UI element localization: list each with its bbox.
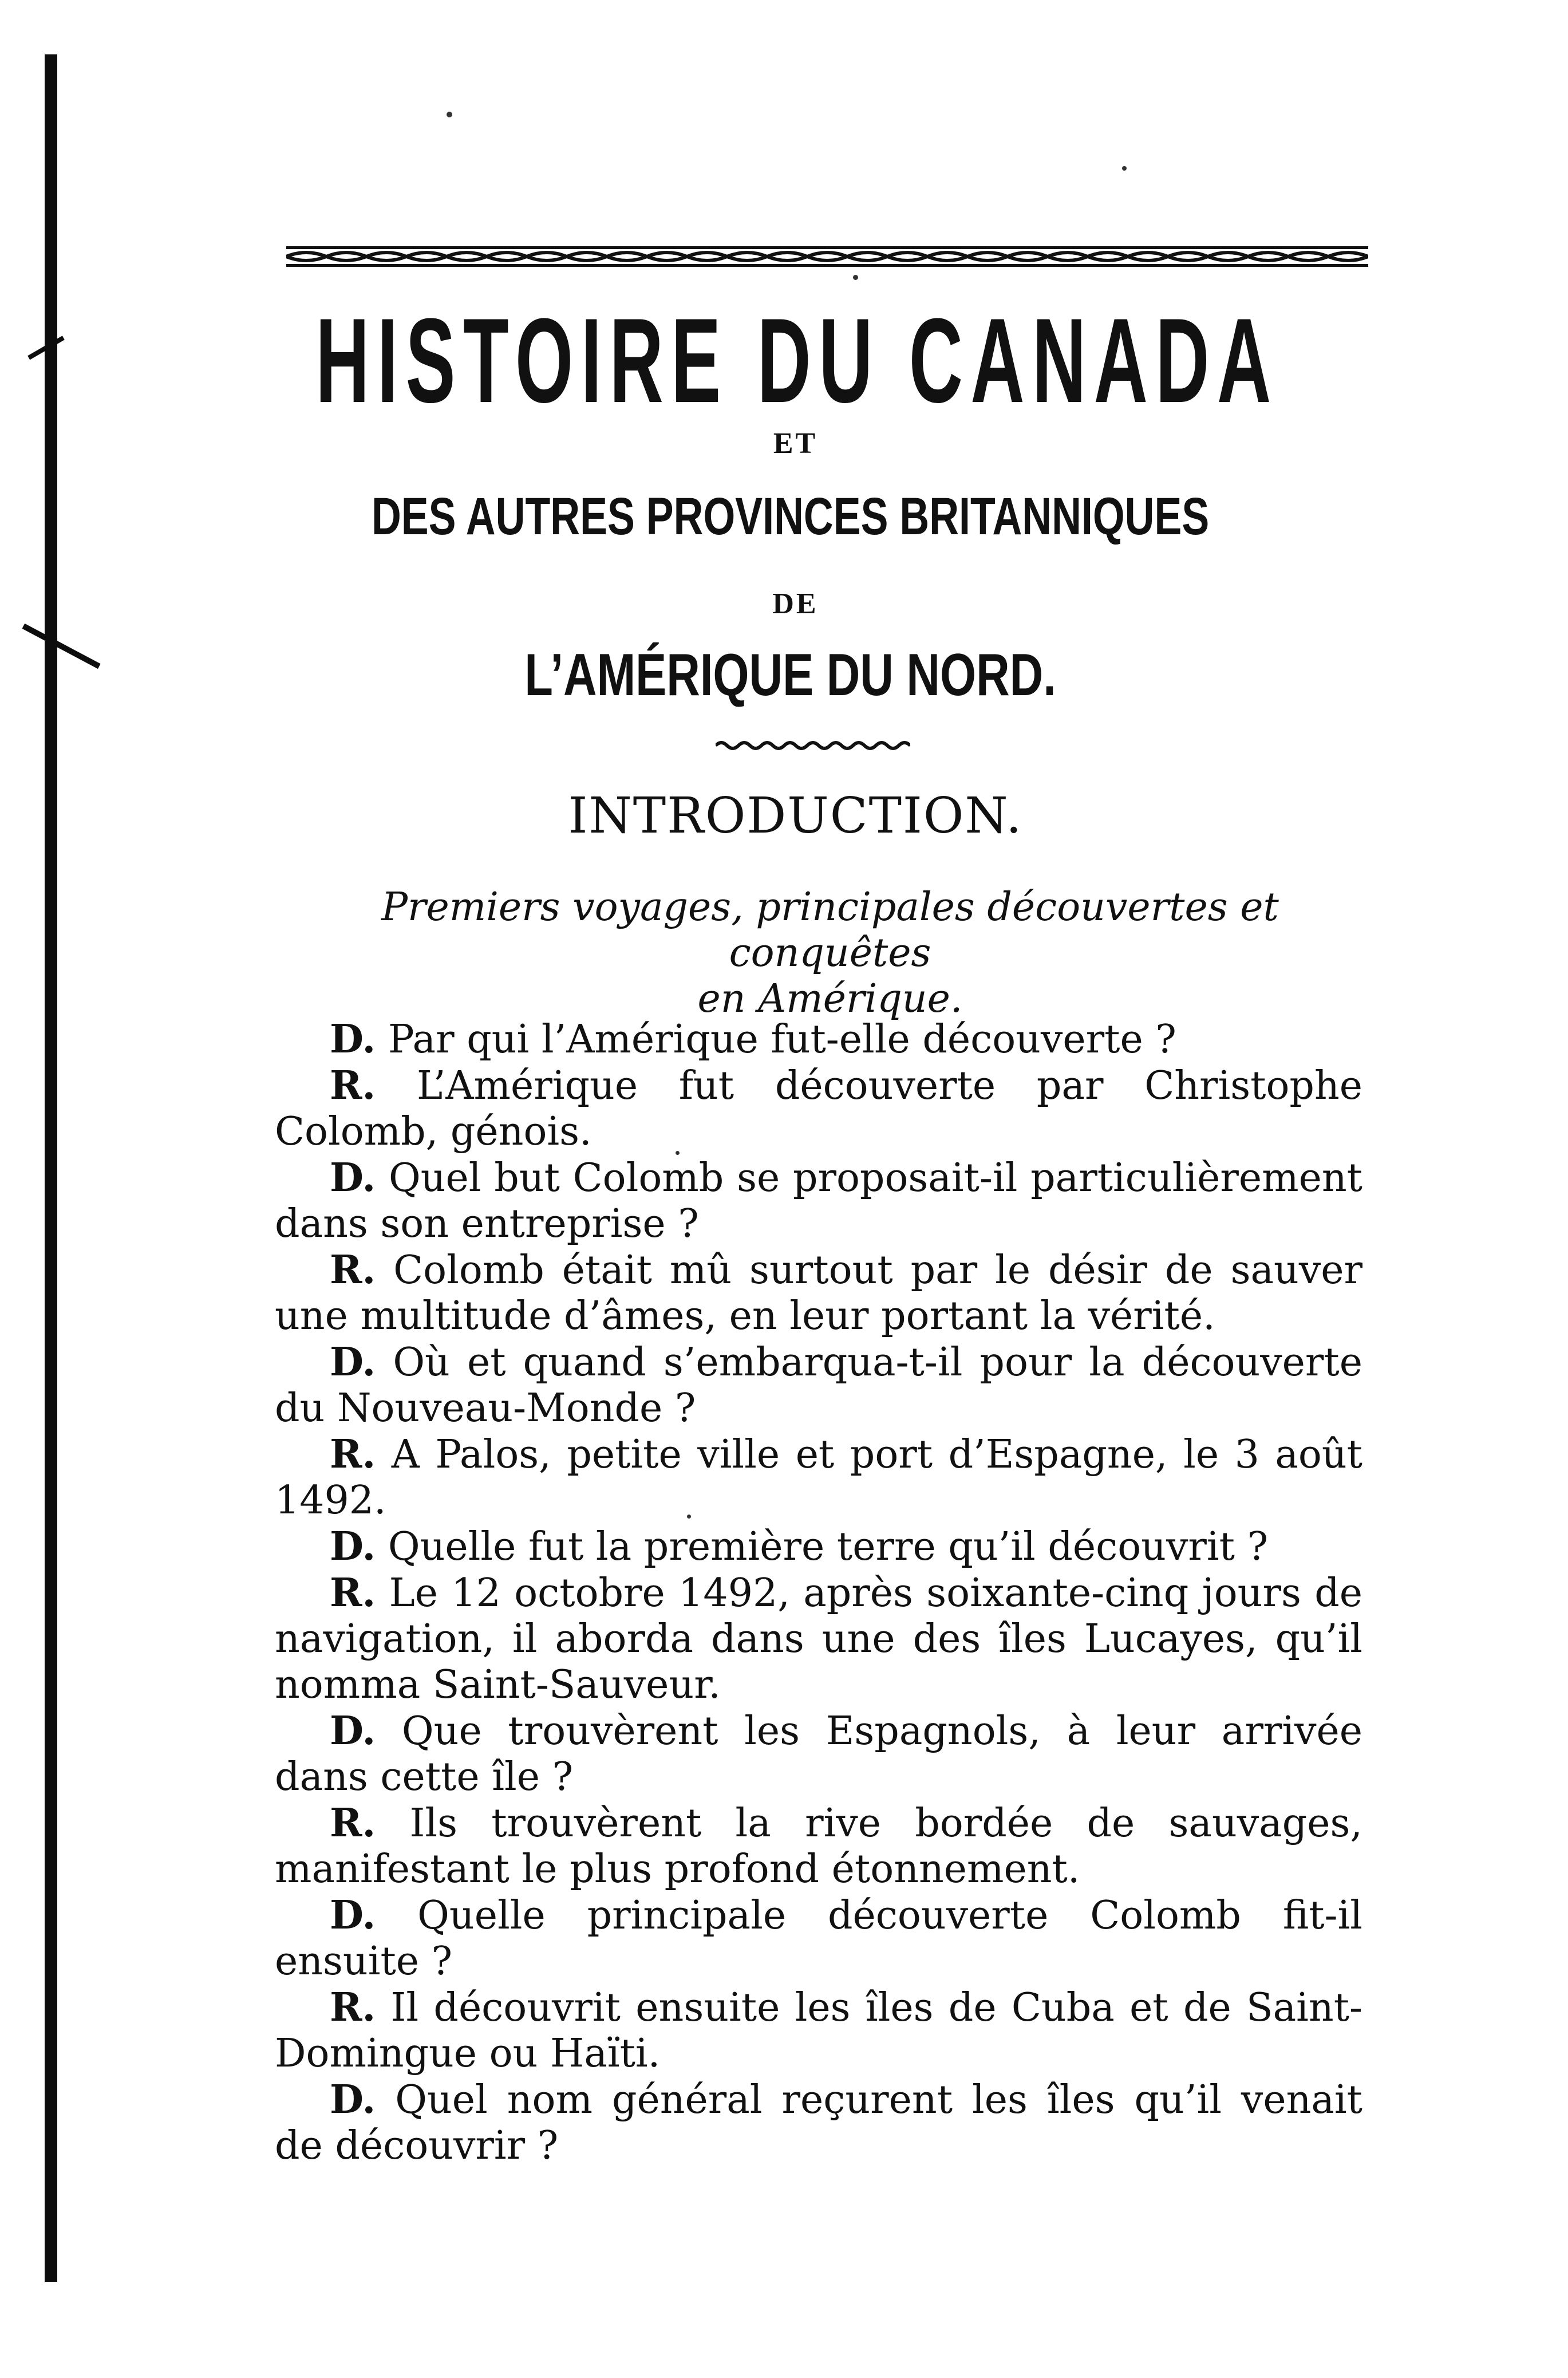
qa-entry <box>275 1985 1362 2077</box>
subtitle-line: en Amérique. <box>697 976 963 1022</box>
qa-entry <box>275 1800 1362 1892</box>
qa-entry <box>275 2077 1362 2169</box>
qa-text: Quelle principale découverte Colomb fit-il ensuite ? <box>275 1893 1362 1984</box>
qa-text: Que trouvèrent les Espagnols, à leur arrivée dans cette île ? <box>275 1709 1362 1800</box>
qa-tag: D. <box>330 1339 376 1385</box>
qa-entry <box>275 1431 1362 1524</box>
qa-text: Où et quand s’embarqua-t-il pour la découverte du Nouveau-Monde ? <box>275 1340 1362 1431</box>
qa-text: Colomb était mû surtout par le désir de sauver une multitude d’âmes, en leur portant la vérité. <box>275 1248 1362 1339</box>
qa-text: A Palos, petite ville et port d’Espagne, le 3 août 1492. <box>275 1432 1362 1523</box>
print-speck <box>447 112 452 117</box>
qa-text: Il découvrit ensuite les îles de Cuba et de Saint-Domingue ou Haïti. <box>275 1985 1362 2076</box>
qa-tag: D. <box>330 1892 376 1938</box>
qa-text: Le 12 octobre 1492, après soixante-cinq jours de navigation, il aborda dans une des îles Lucayes, qu’il nomma Saint-Sauveur. <box>275 1571 1362 1707</box>
print-speck <box>1122 166 1127 171</box>
section-subtitle <box>309 885 1351 1022</box>
qa-tag: D. <box>330 1524 376 1569</box>
section-heading: INTRODUCTION. <box>568 787 1023 845</box>
qa-entry <box>275 1524 1362 1570</box>
qa-tag: R. <box>330 1570 376 1616</box>
qa-entry <box>275 1708 1362 1800</box>
decorative-rule-top <box>286 246 1368 267</box>
qa-tag: D. <box>330 1016 376 1062</box>
qa-tag: R. <box>330 1247 376 1293</box>
qa-tag: D. <box>330 1708 376 1754</box>
qa-tag: R. <box>330 1431 376 1477</box>
qa-tag: D. <box>330 2077 376 2123</box>
question-answer-list <box>275 1016 1362 2169</box>
qa-entry <box>275 1339 1362 1431</box>
qa-entry <box>275 1063 1362 1155</box>
title-region: L’AMÉRIQUE DU NORD. <box>524 642 1056 708</box>
title-conjunction: ET <box>773 427 818 460</box>
qa-text: Par qui l’Amérique fut-elle découverte ? <box>388 1017 1176 1062</box>
qa-entry <box>275 1155 1362 1247</box>
qa-entry <box>275 1016 1362 1063</box>
page-binding-edge <box>45 54 57 2282</box>
qa-tag: R. <box>330 1800 376 1846</box>
qa-entry <box>275 1570 1362 1708</box>
decorative-rule-small <box>716 739 910 752</box>
binding-mark <box>27 336 79 384</box>
qa-tag: R. <box>330 1985 376 2030</box>
qa-text: Quelle fut la première terre qu’il découvrit ? <box>388 1524 1269 1569</box>
title-provinces: DES AUTRES PROVINCES BRITANNIQUES <box>371 487 1210 546</box>
qa-text: L’Amérique fut découverte par Christophe Colomb, génois. <box>275 1063 1362 1154</box>
qa-text: Quel but Colomb se proposait-il particulièrement dans son entreprise ? <box>275 1156 1362 1247</box>
qa-tag: R. <box>330 1063 376 1109</box>
qa-entry <box>275 1247 1362 1339</box>
title-preposition: DE <box>772 587 819 620</box>
qa-tag: D. <box>330 1155 376 1201</box>
print-speck <box>853 275 858 280</box>
qa-text: Quel nom général reçurent les îles qu’il venait de découvrir ? <box>275 2077 1362 2168</box>
qa-entry <box>275 1892 1362 1985</box>
subtitle-line: Premiers voyages, principales découvertes et conquêtes <box>381 885 1279 976</box>
qa-text: Ils trouvèrent la rive bordée de sauvages, manifestant le plus profond étonnement. <box>275 1801 1362 1892</box>
book-title: HISTOIRE DU CANADA <box>315 293 1279 428</box>
